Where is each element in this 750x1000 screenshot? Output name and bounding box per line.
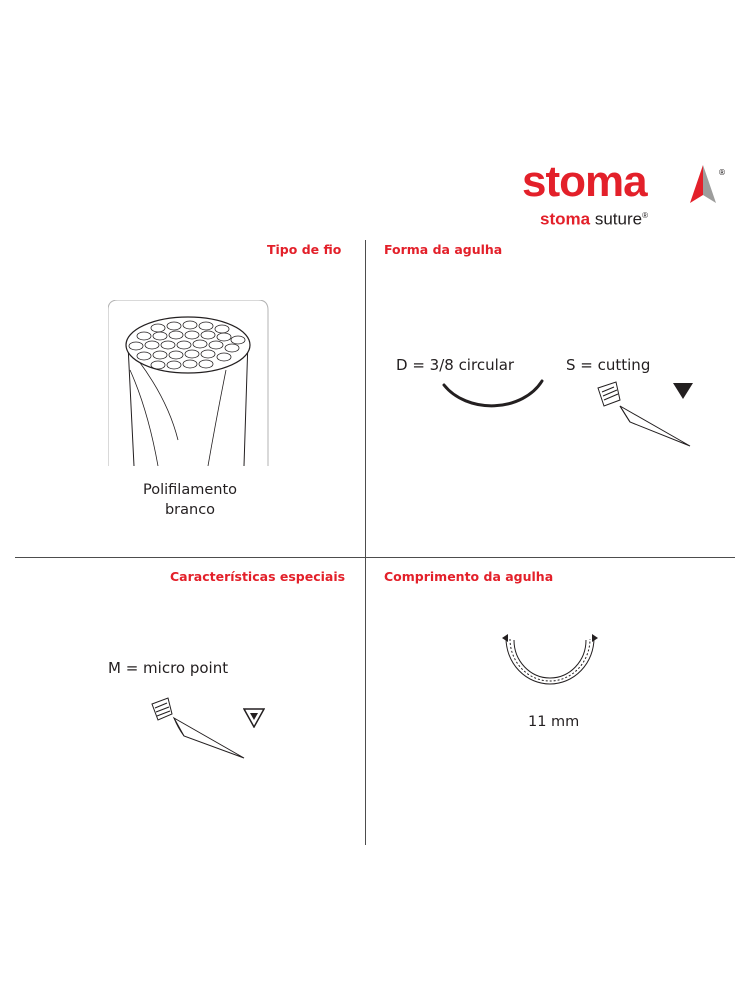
- horizontal-divider: [15, 557, 735, 558]
- logo-text: stoma: [522, 157, 647, 206]
- sub-brand-suffix: suture: [594, 209, 643, 229]
- needle-length-label: 11 mm: [528, 714, 580, 730]
- brand-logo: [522, 157, 647, 206]
- needle-length-arc-icon: [494, 632, 606, 694]
- brand-sub-logo: [540, 206, 648, 230]
- thread-type-label: [110, 480, 270, 520]
- special-features-title: Características especiais: [170, 569, 346, 584]
- logo-registered-mark: ®: [718, 168, 726, 177]
- needle-shape-title: Forma da agulha: [384, 242, 503, 257]
- circular-needle-arc-icon: [436, 375, 548, 425]
- thread-type-line1: Polifilamento: [143, 482, 237, 498]
- micro-point-needle-tip-icon: [146, 696, 256, 762]
- logo-mark-icon: [690, 165, 716, 205]
- multifilament-thread-illustration: [108, 300, 270, 466]
- needle-length-title: Comprimento da agulha: [384, 569, 554, 584]
- cutting-needle-tip-icon: [590, 378, 700, 450]
- thread-type-title: Tipo de fio: [267, 242, 342, 257]
- cutting-label: S = cutting: [566, 356, 651, 374]
- sub-brand-text: stoma: [540, 209, 591, 229]
- thread-type-line2: branco: [164, 502, 216, 518]
- micro-point-label: M = micro point: [108, 659, 229, 677]
- sub-brand-registered: ®: [642, 211, 648, 220]
- vertical-divider: [365, 240, 366, 845]
- circular-label: D = 3/8 circular: [396, 356, 515, 374]
